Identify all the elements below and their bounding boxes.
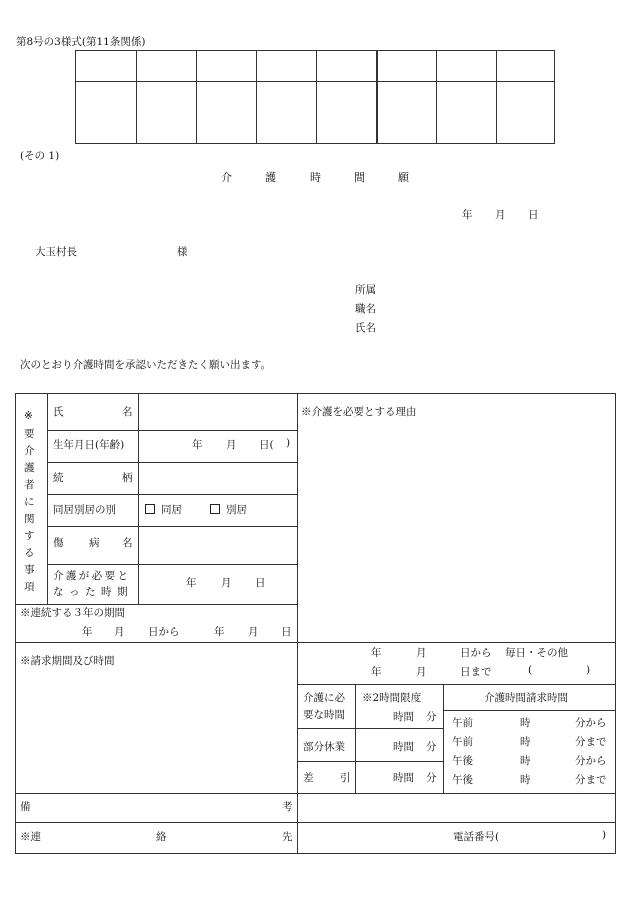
addressee-honorific: 様	[177, 246, 188, 258]
deduction-label: 差	[303, 772, 314, 784]
name-label: 氏	[53, 406, 64, 418]
request-from-day: 日から	[460, 647, 492, 659]
date-month: 月	[495, 209, 506, 221]
care-reason-label: ※介護を必要とする理由	[301, 406, 417, 418]
section-label-char: 者	[24, 479, 35, 491]
contact-label: ※連	[20, 831, 41, 843]
relation-label: 柄	[122, 472, 133, 484]
section-label-char: ※	[24, 410, 33, 422]
need-time-label: なった時期	[53, 586, 133, 598]
form-number: 第8号の3様式(第11条関係)	[16, 36, 146, 48]
need-time-label: 介護が必要と	[53, 570, 131, 582]
section-label-char: す	[24, 530, 35, 542]
required-hours: 時間	[393, 711, 414, 723]
request-to-month: 月	[416, 666, 427, 678]
partial-leave-hours: 時間	[393, 741, 414, 753]
three-year-period-label: ※連続する３年の期間	[20, 607, 125, 619]
phone-close: )	[602, 829, 607, 841]
title-char: 願	[398, 171, 409, 184]
section-label-char: 護	[24, 462, 35, 474]
illness-label: 名	[122, 537, 133, 549]
section-label-char: に	[24, 496, 35, 508]
slot-period: 午後	[452, 774, 473, 786]
period-month: 月	[248, 626, 259, 638]
period-year: 年	[214, 626, 225, 638]
date-day: 日	[528, 209, 539, 221]
deduction-label: 引	[340, 772, 351, 784]
slot-period: 午前	[452, 717, 473, 729]
period-from: 日から	[148, 626, 180, 638]
birthdate-label: 生年月日(年齢)	[53, 439, 125, 451]
page-label: (その 1)	[20, 150, 60, 162]
slot-hour: 時	[520, 774, 531, 786]
title-char: 時	[310, 171, 321, 184]
applicant-position-label: 職名	[355, 303, 376, 315]
request-from-month: 月	[416, 647, 427, 659]
title-char: 間	[354, 171, 365, 184]
birthdate-month: 月	[226, 439, 237, 451]
slot-hour: 時	[520, 736, 531, 748]
date-year: 年	[462, 209, 473, 221]
request-to-day: 日まで	[460, 666, 492, 678]
cohabit-label: 同居別居の別	[53, 504, 116, 516]
section-label-char: 介	[24, 445, 35, 457]
care-required-time-label: 要な時間	[303, 709, 345, 721]
request-other-open: (	[528, 664, 533, 676]
phone-label: 電話番号(	[453, 831, 500, 843]
period-day: 日	[281, 626, 292, 638]
required-minutes: 分	[426, 711, 437, 723]
deduction-minutes: 分	[426, 772, 437, 784]
slot-minute: 分から	[575, 755, 607, 767]
partial-leave-label: 部分休業	[303, 741, 345, 753]
slot-period: 午前	[452, 736, 473, 748]
need-time-day: 日	[255, 577, 266, 589]
request-time-header: 介護時間請求時間	[484, 692, 568, 704]
period-year: 年	[82, 626, 93, 638]
request-sentence: 次のとおり介護時間を承認いただきたく願い出ます。	[20, 359, 272, 371]
contact-label: 先	[282, 831, 293, 843]
title-char: 介	[221, 171, 232, 184]
slot-minute: 分まで	[575, 774, 607, 786]
applicant-affiliation-label: 所属	[355, 284, 376, 296]
slot-minute: 分から	[575, 717, 607, 729]
illness-label: 傷	[53, 537, 64, 549]
cohabit-option-together[interactable]: 同居	[145, 502, 182, 517]
need-time-year: 年	[186, 577, 197, 589]
slot-minute: 分まで	[575, 736, 607, 748]
request-frequency: 毎日・その他	[505, 647, 568, 659]
need-time-month: 月	[221, 577, 232, 589]
checkbox-icon[interactable]	[145, 504, 155, 514]
section-label-char: 事	[24, 564, 35, 576]
care-required-time-label: 介護に必	[303, 692, 345, 704]
section-label-char: 項	[24, 581, 35, 593]
request-from-year: 年	[371, 647, 382, 659]
stamp-box-grid	[75, 50, 555, 144]
illness-label: 病	[89, 537, 100, 549]
birthdate-year: 年	[192, 439, 203, 451]
slot-period: 午後	[452, 755, 473, 767]
remarks-label: 考	[282, 801, 293, 813]
remarks-label: 備	[20, 801, 31, 813]
checkbox-icon[interactable]	[210, 504, 220, 514]
name-label: 名	[122, 406, 133, 418]
section-label-char: 要	[24, 428, 35, 440]
slot-hour: 時	[520, 717, 531, 729]
relation-label: 続	[53, 472, 64, 484]
contact-label: 絡	[156, 831, 167, 843]
addressee-name: 大玉村長	[35, 246, 77, 258]
cohabit-option-separate[interactable]: 別居	[210, 502, 247, 517]
birthdate-day: 日(	[259, 439, 274, 451]
request-to-year: 年	[371, 666, 382, 678]
deduction-hours: 時間	[393, 772, 414, 784]
applicant-name-label: 氏名	[355, 322, 376, 334]
birthdate-close: )	[286, 437, 291, 449]
section-label-char: る	[24, 547, 35, 559]
slot-hour: 時	[520, 755, 531, 767]
partial-leave-minutes: 分	[426, 741, 437, 753]
section-label-char: 関	[24, 513, 35, 525]
title-char: 護	[265, 171, 276, 184]
limit-header: ※2時間限度	[362, 692, 422, 704]
period-month: 月	[114, 626, 125, 638]
request-period-label: ※請求期間及び時間	[20, 655, 115, 667]
request-other-close: )	[586, 664, 591, 676]
